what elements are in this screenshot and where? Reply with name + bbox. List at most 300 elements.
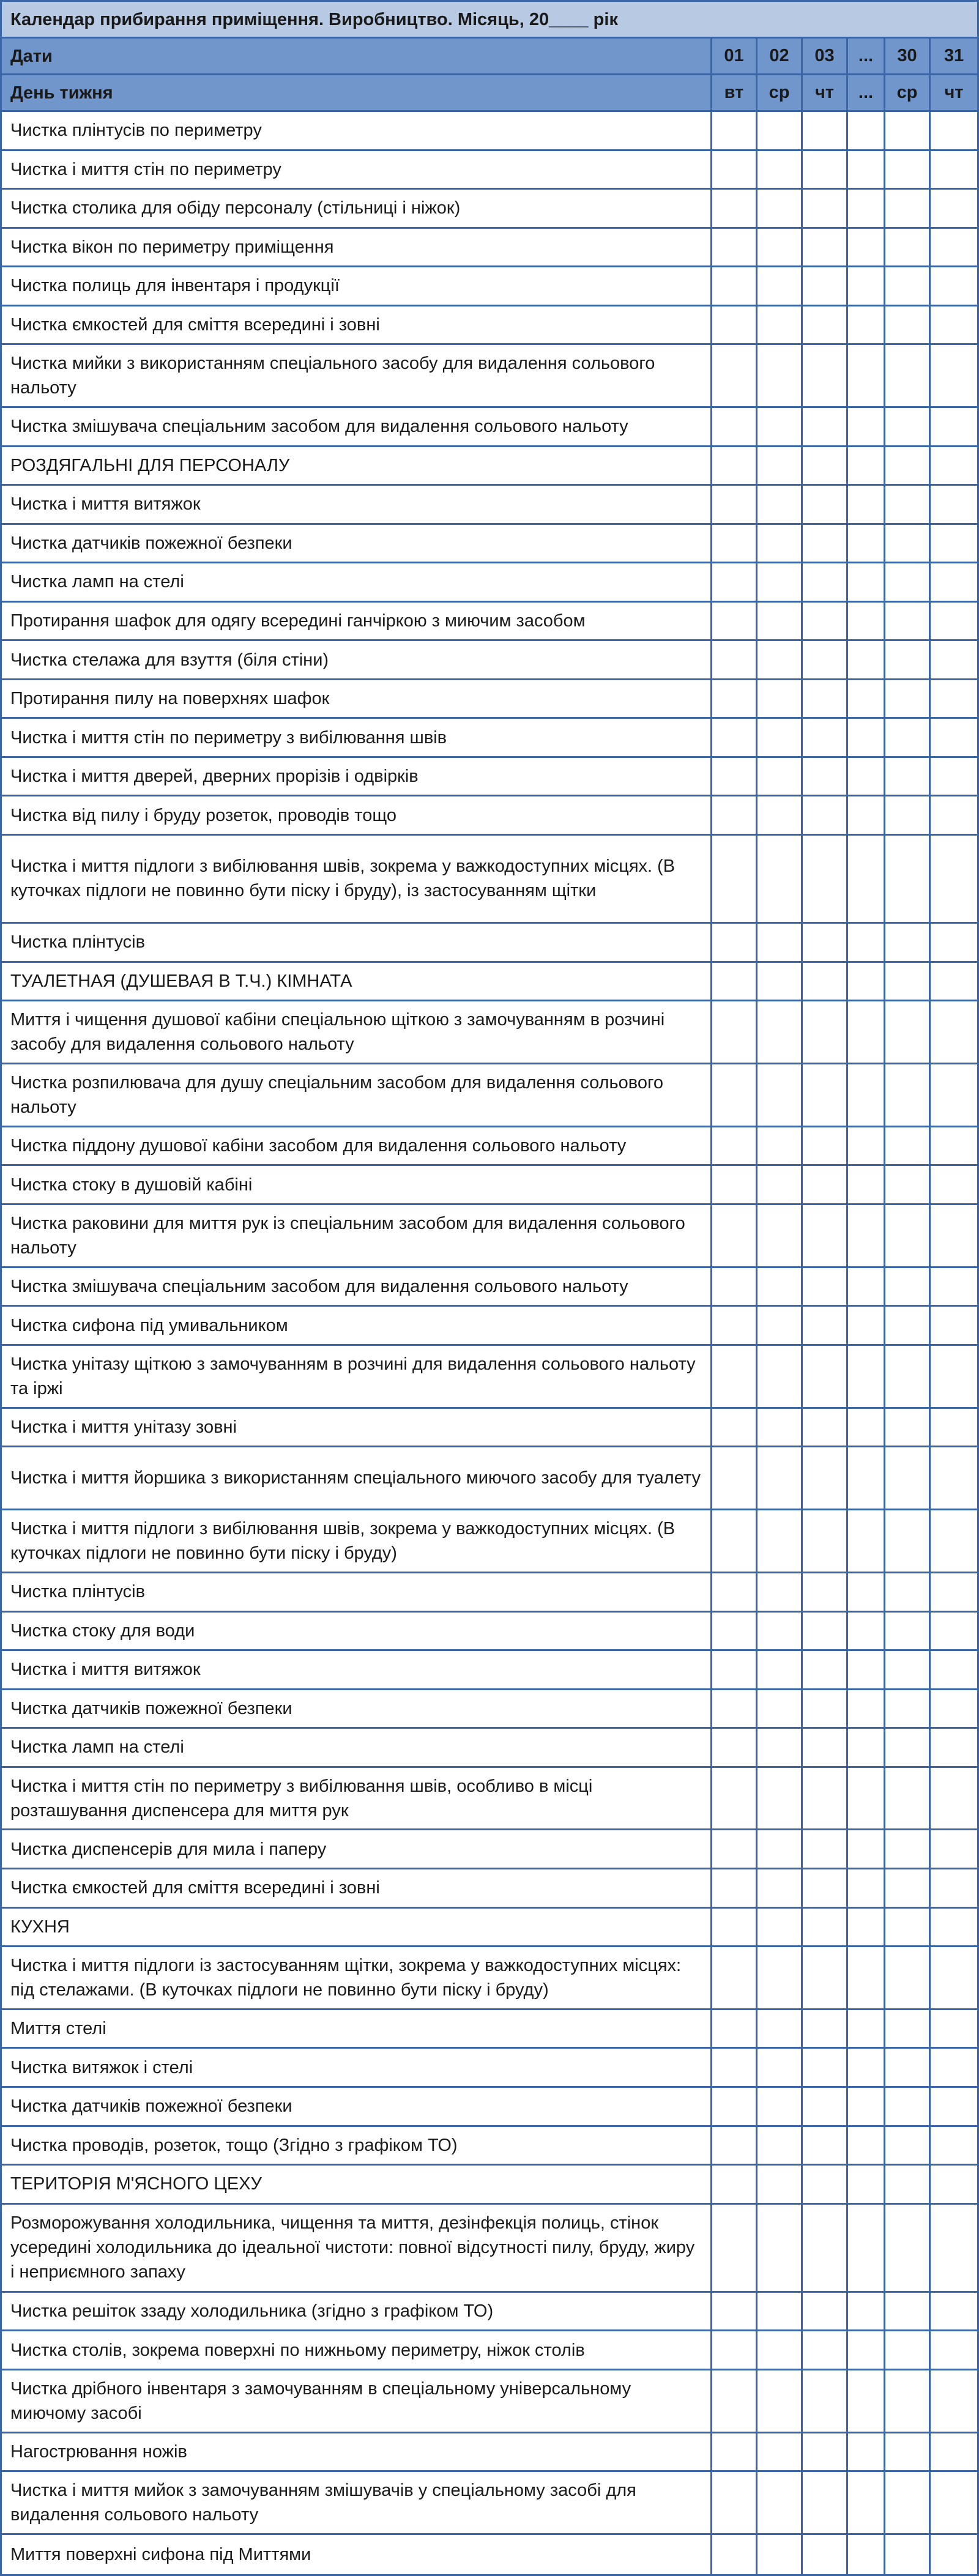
day-mark-cell[interactable] xyxy=(758,1573,803,1611)
day-mark-cell[interactable] xyxy=(848,1510,885,1572)
day-mark-cell[interactable] xyxy=(848,563,885,601)
day-mark-cell[interactable] xyxy=(885,924,931,961)
day-mark-cell[interactable] xyxy=(848,2166,885,2203)
day-mark-cell[interactable] xyxy=(885,641,931,678)
day-mark-cell[interactable] xyxy=(931,229,977,266)
day-mark-cell[interactable] xyxy=(758,2127,803,2164)
day-mark-cell[interactable] xyxy=(803,112,848,149)
day-mark-cell[interactable] xyxy=(931,447,977,484)
day-mark-cell[interactable] xyxy=(712,1447,758,1509)
day-mark-cell[interactable] xyxy=(803,563,848,601)
day-mark-cell[interactable] xyxy=(885,2472,931,2533)
day-mark-cell[interactable] xyxy=(848,719,885,756)
day-mark-cell[interactable] xyxy=(803,2205,848,2291)
day-mark-cell[interactable] xyxy=(885,2127,931,2164)
day-mark-cell[interactable] xyxy=(758,1690,803,1728)
day-mark-cell[interactable] xyxy=(803,151,848,188)
day-mark-cell[interactable] xyxy=(885,1064,931,1126)
day-mark-cell[interactable] xyxy=(758,229,803,266)
day-mark-cell[interactable] xyxy=(712,2293,758,2330)
day-mark-cell[interactable] xyxy=(885,1447,931,1509)
day-mark-cell[interactable] xyxy=(712,2472,758,2533)
day-mark-cell[interactable] xyxy=(931,1573,977,1611)
day-mark-cell[interactable] xyxy=(885,1307,931,1344)
day-mark-cell[interactable] xyxy=(931,306,977,344)
day-mark-cell[interactable] xyxy=(885,1729,931,1766)
day-mark-cell[interactable] xyxy=(848,796,885,834)
day-mark-cell[interactable] xyxy=(712,1064,758,1126)
day-mark-cell[interactable] xyxy=(848,1651,885,1688)
day-mark-cell[interactable] xyxy=(712,719,758,756)
day-mark-cell[interactable] xyxy=(931,486,977,523)
day-mark-cell[interactable] xyxy=(758,1346,803,1407)
day-mark-cell[interactable] xyxy=(758,1613,803,1650)
day-mark-cell[interactable] xyxy=(931,1869,977,1907)
day-mark-cell[interactable] xyxy=(758,2088,803,2125)
day-mark-cell[interactable] xyxy=(848,641,885,678)
day-mark-cell[interactable] xyxy=(885,306,931,344)
day-mark-cell[interactable] xyxy=(803,1166,848,1203)
day-mark-cell[interactable] xyxy=(803,2433,848,2471)
day-mark-cell[interactable] xyxy=(931,1830,977,1868)
day-mark-cell[interactable] xyxy=(848,1268,885,1305)
day-mark-cell[interactable] xyxy=(931,2331,977,2369)
day-mark-cell[interactable] xyxy=(931,836,977,922)
day-mark-cell[interactable] xyxy=(758,1768,803,1829)
day-mark-cell[interactable] xyxy=(803,1064,848,1126)
day-mark-cell[interactable] xyxy=(712,1409,758,1446)
day-mark-cell[interactable] xyxy=(712,1947,758,2008)
day-mark-cell[interactable] xyxy=(803,1729,848,1766)
day-mark-cell[interactable] xyxy=(712,1166,758,1203)
day-mark-cell[interactable] xyxy=(848,1409,885,1446)
day-mark-cell[interactable] xyxy=(758,1205,803,1266)
day-mark-cell[interactable] xyxy=(931,2535,977,2574)
day-mark-cell[interactable] xyxy=(712,758,758,795)
day-mark-cell[interactable] xyxy=(758,1307,803,1344)
day-mark-cell[interactable] xyxy=(803,2049,848,2086)
day-mark-cell[interactable] xyxy=(803,1768,848,1829)
day-mark-cell[interactable] xyxy=(803,1268,848,1305)
day-mark-cell[interactable] xyxy=(712,525,758,562)
day-mark-cell[interactable] xyxy=(848,151,885,188)
day-mark-cell[interactable] xyxy=(712,641,758,678)
day-mark-cell[interactable] xyxy=(931,2166,977,2203)
day-mark-cell[interactable] xyxy=(885,1268,931,1305)
day-mark-cell[interactable] xyxy=(931,1127,977,1165)
day-mark-cell[interactable] xyxy=(712,1205,758,1266)
day-mark-cell[interactable] xyxy=(758,924,803,961)
day-mark-cell[interactable] xyxy=(931,1768,977,1829)
day-mark-cell[interactable] xyxy=(931,1307,977,1344)
day-mark-cell[interactable] xyxy=(931,924,977,961)
day-mark-cell[interactable] xyxy=(848,2088,885,2125)
day-mark-cell[interactable] xyxy=(803,1613,848,1650)
day-mark-cell[interactable] xyxy=(931,2049,977,2086)
day-mark-cell[interactable] xyxy=(803,2370,848,2432)
day-mark-cell[interactable] xyxy=(931,2088,977,2125)
day-mark-cell[interactable] xyxy=(758,2010,803,2047)
day-mark-cell[interactable] xyxy=(848,1690,885,1728)
day-mark-cell[interactable] xyxy=(712,603,758,640)
day-mark-cell[interactable] xyxy=(848,229,885,266)
day-mark-cell[interactable] xyxy=(848,306,885,344)
day-mark-cell[interactable] xyxy=(931,1346,977,1407)
day-mark-cell[interactable] xyxy=(931,680,977,718)
day-mark-cell[interactable] xyxy=(712,306,758,344)
day-mark-cell[interactable] xyxy=(931,1690,977,1728)
day-mark-cell[interactable] xyxy=(931,1166,977,1203)
day-mark-cell[interactable] xyxy=(803,2127,848,2164)
day-mark-cell[interactable] xyxy=(931,267,977,305)
day-mark-cell[interactable] xyxy=(712,1768,758,1829)
day-mark-cell[interactable] xyxy=(885,836,931,922)
day-mark-cell[interactable] xyxy=(931,190,977,227)
day-mark-cell[interactable] xyxy=(931,641,977,678)
day-mark-cell[interactable] xyxy=(885,2433,931,2471)
day-mark-cell[interactable] xyxy=(758,1064,803,1126)
day-mark-cell[interactable] xyxy=(712,2010,758,2047)
day-mark-cell[interactable] xyxy=(848,1613,885,1650)
day-mark-cell[interactable] xyxy=(885,408,931,445)
day-mark-cell[interactable] xyxy=(712,190,758,227)
day-mark-cell[interactable] xyxy=(712,1651,758,1688)
day-mark-cell[interactable] xyxy=(803,603,848,640)
day-mark-cell[interactable] xyxy=(848,2049,885,2086)
day-mark-cell[interactable] xyxy=(758,1166,803,1203)
day-mark-cell[interactable] xyxy=(885,796,931,834)
day-mark-cell[interactable] xyxy=(885,2293,931,2330)
day-mark-cell[interactable] xyxy=(848,1064,885,1126)
day-mark-cell[interactable] xyxy=(848,267,885,305)
day-mark-cell[interactable] xyxy=(758,267,803,305)
day-mark-cell[interactable] xyxy=(885,1166,931,1203)
day-mark-cell[interactable] xyxy=(931,796,977,834)
day-mark-cell[interactable] xyxy=(885,2010,931,2047)
day-mark-cell[interactable] xyxy=(848,1166,885,1203)
day-mark-cell[interactable] xyxy=(885,151,931,188)
day-mark-cell[interactable] xyxy=(931,1947,977,2008)
day-mark-cell[interactable] xyxy=(885,1830,931,1868)
day-mark-cell[interactable] xyxy=(712,563,758,601)
day-mark-cell[interactable] xyxy=(712,1830,758,1868)
day-mark-cell[interactable] xyxy=(758,796,803,834)
day-mark-cell[interactable] xyxy=(758,408,803,445)
day-mark-cell[interactable] xyxy=(758,2293,803,2330)
day-mark-cell[interactable] xyxy=(885,1690,931,1728)
day-mark-cell[interactable] xyxy=(803,680,848,718)
day-mark-cell[interactable] xyxy=(848,836,885,922)
day-mark-cell[interactable] xyxy=(848,603,885,640)
day-mark-cell[interactable] xyxy=(758,563,803,601)
day-mark-cell[interactable] xyxy=(848,1869,885,1907)
day-mark-cell[interactable] xyxy=(885,229,931,266)
day-mark-cell[interactable] xyxy=(758,2205,803,2291)
day-mark-cell[interactable] xyxy=(712,1510,758,1572)
day-mark-cell[interactable] xyxy=(885,1127,931,1165)
day-mark-cell[interactable] xyxy=(848,190,885,227)
day-mark-cell[interactable] xyxy=(885,190,931,227)
day-mark-cell[interactable] xyxy=(758,2535,803,2574)
day-mark-cell[interactable] xyxy=(885,525,931,562)
day-mark-cell[interactable] xyxy=(758,112,803,149)
day-mark-cell[interactable] xyxy=(848,1909,885,1946)
day-mark-cell[interactable] xyxy=(712,924,758,961)
day-mark-cell[interactable] xyxy=(931,2472,977,2533)
day-mark-cell[interactable] xyxy=(885,345,931,406)
day-mark-cell[interactable] xyxy=(803,306,848,344)
day-mark-cell[interactable] xyxy=(758,447,803,484)
day-mark-cell[interactable] xyxy=(848,2205,885,2291)
day-mark-cell[interactable] xyxy=(848,2433,885,2471)
day-mark-cell[interactable] xyxy=(712,1001,758,1063)
day-mark-cell[interactable] xyxy=(848,758,885,795)
day-mark-cell[interactable] xyxy=(885,963,931,1000)
day-mark-cell[interactable] xyxy=(803,836,848,922)
day-mark-cell[interactable] xyxy=(712,267,758,305)
day-mark-cell[interactable] xyxy=(712,1307,758,1344)
day-mark-cell[interactable] xyxy=(885,1768,931,1829)
day-mark-cell[interactable] xyxy=(758,345,803,406)
day-mark-cell[interactable] xyxy=(848,2370,885,2432)
day-mark-cell[interactable] xyxy=(931,1064,977,1126)
day-mark-cell[interactable] xyxy=(758,1447,803,1509)
day-mark-cell[interactable] xyxy=(758,151,803,188)
day-mark-cell[interactable] xyxy=(885,1346,931,1407)
day-mark-cell[interactable] xyxy=(758,2331,803,2369)
day-mark-cell[interactable] xyxy=(931,1205,977,1266)
day-mark-cell[interactable] xyxy=(803,345,848,406)
day-mark-cell[interactable] xyxy=(931,758,977,795)
day-mark-cell[interactable] xyxy=(885,2049,931,2086)
day-mark-cell[interactable] xyxy=(803,525,848,562)
day-mark-cell[interactable] xyxy=(885,758,931,795)
day-mark-cell[interactable] xyxy=(712,2331,758,2369)
day-mark-cell[interactable] xyxy=(885,267,931,305)
day-mark-cell[interactable] xyxy=(712,2088,758,2125)
day-mark-cell[interactable] xyxy=(758,1651,803,1688)
day-mark-cell[interactable] xyxy=(712,1613,758,1650)
day-mark-cell[interactable] xyxy=(712,1729,758,1766)
day-mark-cell[interactable] xyxy=(931,1909,977,1946)
day-mark-cell[interactable] xyxy=(848,486,885,523)
day-mark-cell[interactable] xyxy=(758,1001,803,1063)
day-mark-cell[interactable] xyxy=(758,1830,803,1868)
day-mark-cell[interactable] xyxy=(931,1001,977,1063)
day-mark-cell[interactable] xyxy=(712,345,758,406)
day-mark-cell[interactable] xyxy=(758,603,803,640)
day-mark-cell[interactable] xyxy=(885,2370,931,2432)
day-mark-cell[interactable] xyxy=(758,2433,803,2471)
day-mark-cell[interactable] xyxy=(803,408,848,445)
day-mark-cell[interactable] xyxy=(803,1510,848,1572)
day-mark-cell[interactable] xyxy=(758,1909,803,1946)
day-mark-cell[interactable] xyxy=(931,719,977,756)
day-mark-cell[interactable] xyxy=(931,151,977,188)
day-mark-cell[interactable] xyxy=(803,641,848,678)
day-mark-cell[interactable] xyxy=(803,1409,848,1446)
day-mark-cell[interactable] xyxy=(803,190,848,227)
day-mark-cell[interactable] xyxy=(848,2010,885,2047)
day-mark-cell[interactable] xyxy=(931,2433,977,2471)
day-mark-cell[interactable] xyxy=(712,1690,758,1728)
day-mark-cell[interactable] xyxy=(848,1127,885,1165)
day-mark-cell[interactable] xyxy=(848,680,885,718)
day-mark-cell[interactable] xyxy=(803,1651,848,1688)
day-mark-cell[interactable] xyxy=(803,2166,848,2203)
day-mark-cell[interactable] xyxy=(931,963,977,1000)
day-mark-cell[interactable] xyxy=(803,1346,848,1407)
day-mark-cell[interactable] xyxy=(712,1346,758,1407)
day-mark-cell[interactable] xyxy=(885,2205,931,2291)
day-mark-cell[interactable] xyxy=(712,2127,758,2164)
day-mark-cell[interactable] xyxy=(803,486,848,523)
day-mark-cell[interactable] xyxy=(885,563,931,601)
day-mark-cell[interactable] xyxy=(931,563,977,601)
day-mark-cell[interactable] xyxy=(931,603,977,640)
day-mark-cell[interactable] xyxy=(803,1573,848,1611)
day-mark-cell[interactable] xyxy=(931,2010,977,2047)
day-mark-cell[interactable] xyxy=(758,525,803,562)
day-mark-cell[interactable] xyxy=(848,1729,885,1766)
day-mark-cell[interactable] xyxy=(803,1205,848,1266)
day-mark-cell[interactable] xyxy=(885,1613,931,1650)
day-mark-cell[interactable] xyxy=(712,2166,758,2203)
day-mark-cell[interactable] xyxy=(758,641,803,678)
day-mark-cell[interactable] xyxy=(758,1947,803,2008)
day-mark-cell[interactable] xyxy=(931,2127,977,2164)
day-mark-cell[interactable] xyxy=(885,603,931,640)
day-mark-cell[interactable] xyxy=(803,719,848,756)
day-mark-cell[interactable] xyxy=(931,345,977,406)
day-mark-cell[interactable] xyxy=(848,345,885,406)
day-mark-cell[interactable] xyxy=(848,2472,885,2533)
day-mark-cell[interactable] xyxy=(848,2535,885,2574)
day-mark-cell[interactable] xyxy=(712,408,758,445)
day-mark-cell[interactable] xyxy=(848,2127,885,2164)
day-mark-cell[interactable] xyxy=(931,2205,977,2291)
day-mark-cell[interactable] xyxy=(758,306,803,344)
day-mark-cell[interactable] xyxy=(885,2331,931,2369)
day-mark-cell[interactable] xyxy=(803,2088,848,2125)
day-mark-cell[interactable] xyxy=(758,836,803,922)
day-mark-cell[interactable] xyxy=(931,1510,977,1572)
day-mark-cell[interactable] xyxy=(848,525,885,562)
day-mark-cell[interactable] xyxy=(803,1947,848,2008)
day-mark-cell[interactable] xyxy=(803,1447,848,1509)
day-mark-cell[interactable] xyxy=(848,1573,885,1611)
day-mark-cell[interactable] xyxy=(885,2535,931,2574)
day-mark-cell[interactable] xyxy=(848,1830,885,1868)
day-mark-cell[interactable] xyxy=(758,1869,803,1907)
day-mark-cell[interactable] xyxy=(848,112,885,149)
day-mark-cell[interactable] xyxy=(803,1001,848,1063)
day-mark-cell[interactable] xyxy=(803,2293,848,2330)
day-mark-cell[interactable] xyxy=(848,1447,885,1509)
day-mark-cell[interactable] xyxy=(885,486,931,523)
day-mark-cell[interactable] xyxy=(758,963,803,1000)
day-mark-cell[interactable] xyxy=(848,1768,885,1829)
day-mark-cell[interactable] xyxy=(885,2166,931,2203)
day-mark-cell[interactable] xyxy=(885,719,931,756)
day-mark-cell[interactable] xyxy=(712,796,758,834)
day-mark-cell[interactable] xyxy=(931,112,977,149)
day-mark-cell[interactable] xyxy=(758,758,803,795)
day-mark-cell[interactable] xyxy=(712,1268,758,1305)
day-mark-cell[interactable] xyxy=(712,1127,758,1165)
day-mark-cell[interactable] xyxy=(885,2088,931,2125)
day-mark-cell[interactable] xyxy=(803,924,848,961)
day-mark-cell[interactable] xyxy=(931,1613,977,1650)
day-mark-cell[interactable] xyxy=(712,151,758,188)
day-mark-cell[interactable] xyxy=(803,796,848,834)
day-mark-cell[interactable] xyxy=(803,1690,848,1728)
day-mark-cell[interactable] xyxy=(758,1510,803,1572)
day-mark-cell[interactable] xyxy=(803,447,848,484)
day-mark-cell[interactable] xyxy=(885,1510,931,1572)
day-mark-cell[interactable] xyxy=(885,447,931,484)
day-mark-cell[interactable] xyxy=(712,680,758,718)
day-mark-cell[interactable] xyxy=(712,2049,758,2086)
day-mark-cell[interactable] xyxy=(712,2535,758,2574)
day-mark-cell[interactable] xyxy=(758,1127,803,1165)
day-mark-cell[interactable] xyxy=(712,2370,758,2432)
day-mark-cell[interactable] xyxy=(712,447,758,484)
day-mark-cell[interactable] xyxy=(885,1651,931,1688)
day-mark-cell[interactable] xyxy=(885,1205,931,1266)
day-mark-cell[interactable] xyxy=(758,1729,803,1766)
day-mark-cell[interactable] xyxy=(758,2370,803,2432)
day-mark-cell[interactable] xyxy=(803,1830,848,1868)
day-mark-cell[interactable] xyxy=(712,1909,758,1946)
day-mark-cell[interactable] xyxy=(712,112,758,149)
day-mark-cell[interactable] xyxy=(712,836,758,922)
day-mark-cell[interactable] xyxy=(803,1909,848,1946)
day-mark-cell[interactable] xyxy=(885,1001,931,1063)
day-mark-cell[interactable] xyxy=(758,486,803,523)
day-mark-cell[interactable] xyxy=(803,758,848,795)
day-mark-cell[interactable] xyxy=(803,2472,848,2533)
day-mark-cell[interactable] xyxy=(712,229,758,266)
day-mark-cell[interactable] xyxy=(803,1869,848,1907)
day-mark-cell[interactable] xyxy=(803,267,848,305)
day-mark-cell[interactable] xyxy=(803,963,848,1000)
day-mark-cell[interactable] xyxy=(848,924,885,961)
day-mark-cell[interactable] xyxy=(848,963,885,1000)
day-mark-cell[interactable] xyxy=(803,2010,848,2047)
day-mark-cell[interactable] xyxy=(758,2472,803,2533)
day-mark-cell[interactable] xyxy=(931,1268,977,1305)
day-mark-cell[interactable] xyxy=(885,1409,931,1446)
day-mark-cell[interactable] xyxy=(758,1409,803,1446)
day-mark-cell[interactable] xyxy=(931,1409,977,1446)
day-mark-cell[interactable] xyxy=(885,680,931,718)
day-mark-cell[interactable] xyxy=(712,486,758,523)
day-mark-cell[interactable] xyxy=(712,2433,758,2471)
day-mark-cell[interactable] xyxy=(803,1307,848,1344)
day-mark-cell[interactable] xyxy=(885,1909,931,1946)
day-mark-cell[interactable] xyxy=(885,1947,931,2008)
day-mark-cell[interactable] xyxy=(885,1869,931,1907)
day-mark-cell[interactable] xyxy=(848,1205,885,1266)
day-mark-cell[interactable] xyxy=(931,525,977,562)
day-mark-cell[interactable] xyxy=(712,2205,758,2291)
day-mark-cell[interactable] xyxy=(803,229,848,266)
day-mark-cell[interactable] xyxy=(848,1346,885,1407)
day-mark-cell[interactable] xyxy=(885,1573,931,1611)
day-mark-cell[interactable] xyxy=(803,1127,848,1165)
day-mark-cell[interactable] xyxy=(931,1651,977,1688)
